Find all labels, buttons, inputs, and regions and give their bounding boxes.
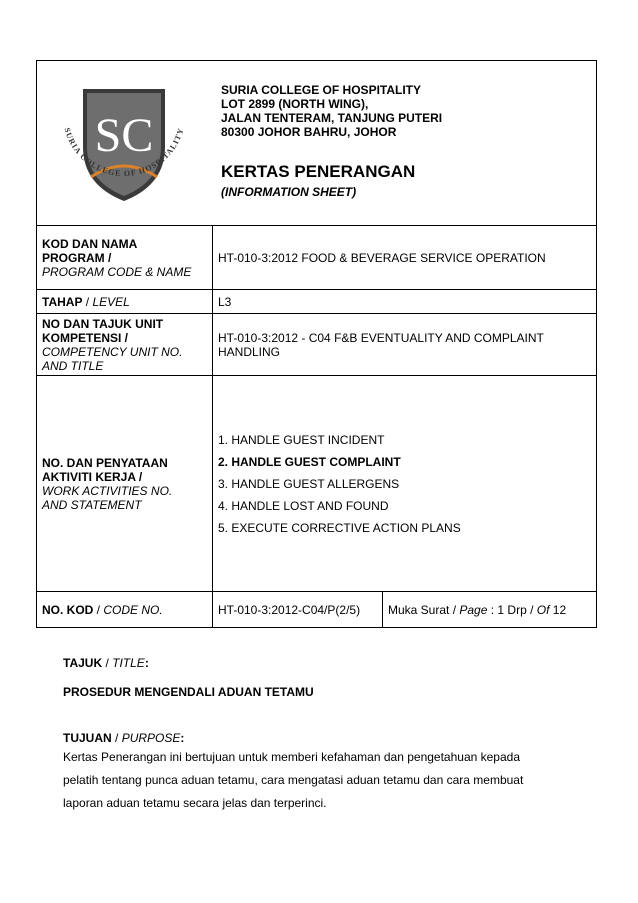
- program-label-line: PROGRAM /: [42, 250, 112, 265]
- purpose-line: pelatih tentang punca aduan tetamu, cara mengatasi aduan tetamu dan cara membuat: [63, 773, 524, 787]
- purpose-sep: /: [111, 731, 122, 745]
- address-line: JALAN TENTERAM, TANJUNG PUTERI: [221, 111, 443, 125]
- college-address: [221, 83, 442, 139]
- purpose-heading: [63, 731, 583, 745]
- purpose-label-italic: PURPOSE: [121, 731, 181, 745]
- code-value: HT-010-3:2012-C04/P(2/5): [213, 592, 383, 628]
- purpose-line: laporan aduan tetamu secara jelas dan terperinci.: [63, 796, 327, 810]
- activities-label-line: AKTIVITI KERJA /: [42, 469, 143, 484]
- competency-label-line: KOMPETENSI /: [42, 331, 129, 345]
- activity-item: 2. HANDLE GUEST COMPLAINT: [218, 454, 401, 469]
- competency-label-line: NO DAN TAJUK UNIT: [42, 317, 164, 331]
- activities-label-line: NO. DAN PENYATAAN: [42, 455, 168, 470]
- program-label-italic: PROGRAM CODE & NAME: [42, 264, 192, 279]
- purpose-colon: :: [180, 731, 185, 745]
- competency-label-italic: COMPETENCY UNIT NO.: [42, 345, 183, 359]
- activities-label-italic: AND STATEMENT: [42, 497, 142, 512]
- activity-item: 5. EXECUTE CORRECTIVE ACTION PLANS: [218, 520, 461, 535]
- level-label-cell: [37, 290, 213, 314]
- activities-cell: [213, 376, 597, 592]
- address-line: LOT 2899 (NORTH WING),: [221, 97, 369, 111]
- body-content: [63, 656, 583, 815]
- level-sep: /: [82, 294, 93, 309]
- level-label-italic: LEVEL: [92, 294, 130, 309]
- activities-label-cell: [37, 376, 213, 592]
- header-cell: [37, 61, 597, 226]
- activity-item: 3. HANDLE GUEST ALLERGENS: [218, 476, 400, 491]
- college-name: SURIA COLLEGE OF HOSPITALITY: [221, 83, 422, 97]
- competency-value: HT-010-3:2012 - C04 F&B EVENTUALITY AND COMPLAINT HANDLING: [213, 314, 597, 376]
- total-pages: 12: [549, 602, 567, 617]
- competency-label-cell: [37, 314, 213, 376]
- college-logo: [43, 85, 205, 207]
- level-label: TAHAP: [42, 294, 83, 309]
- page-label-italic: Page: [459, 602, 488, 617]
- level-value: L3: [213, 290, 597, 314]
- code-label: NO. KOD: [42, 602, 94, 617]
- activity-item: 1. HANDLE GUEST INCIDENT: [218, 432, 385, 447]
- competency-label-italic: AND TITLE: [42, 359, 104, 373]
- program-value: HT-010-3:2012 FOOD & BEVERAGE SERVICE OPERATION: [213, 226, 597, 290]
- activities-list: [218, 429, 591, 539]
- page-label: Muka Surat: [388, 602, 450, 617]
- activity-item: 4. HANDLE LOST AND FOUND: [218, 498, 389, 513]
- program-label-cell: [37, 226, 213, 290]
- logo-ring-text: SURIA COLLEGE OF HOSPITALITY: [62, 126, 186, 179]
- title-heading: [63, 656, 583, 670]
- title-text: PROSEDUR MENGENDALI ADUAN TETAMU: [63, 685, 314, 699]
- title-sep: /: [102, 656, 113, 670]
- title-colon: :: [144, 656, 149, 670]
- doc-title: KERTAS PENERANGAN: [221, 162, 416, 181]
- page-sep: /: [449, 602, 460, 617]
- of-label: Of: [536, 602, 550, 617]
- page-info-cell: [383, 592, 597, 628]
- doc-subtitle: (INFORMATION SHEET): [221, 185, 357, 199]
- program-label-line: KOD DAN NAMA: [42, 236, 138, 251]
- info-sheet-table: [36, 60, 597, 628]
- title-label-italic: TITLE: [112, 656, 145, 670]
- page-value: : 1 Drp /: [487, 602, 537, 617]
- purpose-line: Kertas Penerangan ini bertujuan untuk memberi kefahaman dan pengetahuan kepada: [63, 750, 520, 764]
- code-label-italic: CODE NO.: [103, 602, 163, 617]
- code-sep: /: [93, 602, 104, 617]
- title-label: TAJUK: [63, 656, 103, 670]
- code-label-cell: [37, 592, 213, 628]
- logo-monogram: SC: [94, 109, 154, 162]
- activities-label-italic: WORK ACTIVITIES NO.: [42, 483, 173, 498]
- purpose-label: TUJUAN: [63, 731, 112, 745]
- address-line: 80300 JOHOR BAHRU, JOHOR: [221, 125, 397, 139]
